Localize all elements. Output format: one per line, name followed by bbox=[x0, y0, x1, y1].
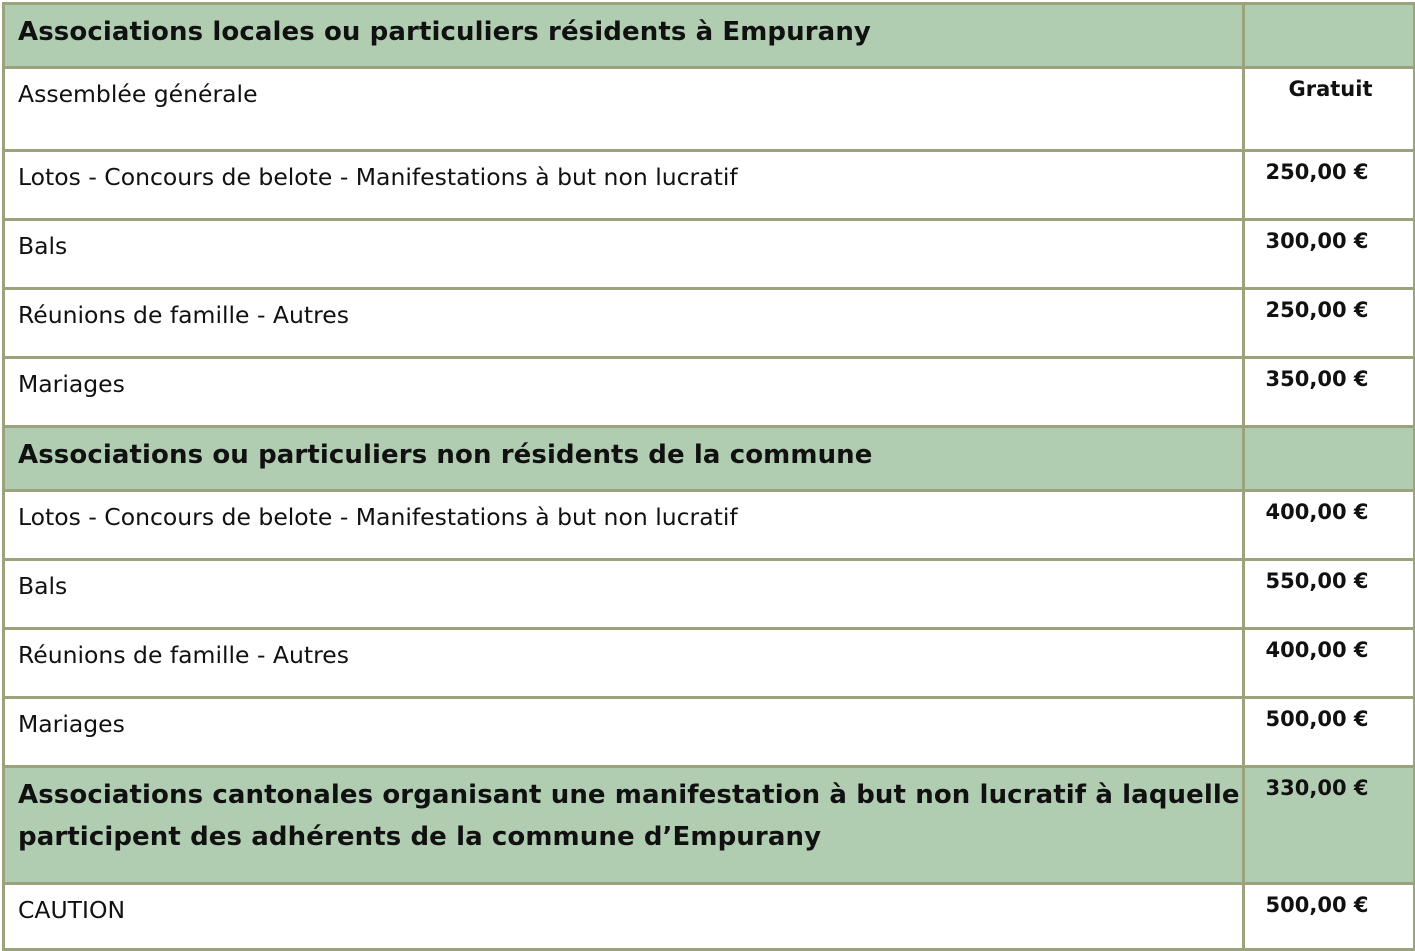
row-label-cell bbox=[4, 289, 1244, 358]
table-row bbox=[4, 220, 1415, 289]
row-label: Bals bbox=[18, 232, 68, 260]
row-price: Gratuit bbox=[1288, 77, 1373, 101]
row-label-cell bbox=[4, 629, 1244, 698]
section-title-cell bbox=[4, 4, 1244, 68]
table-row bbox=[4, 629, 1415, 698]
row-label-cell bbox=[4, 358, 1244, 427]
row-price: 400,00 € bbox=[1265, 638, 1369, 662]
section-price-cell bbox=[1244, 767, 1415, 884]
table-row bbox=[4, 560, 1415, 629]
tariff-table bbox=[2, 2, 1415, 951]
row-price: 500,00 € bbox=[1265, 893, 1369, 917]
table-row bbox=[4, 68, 1415, 151]
table-row bbox=[4, 884, 1415, 950]
row-price: 500,00 € bbox=[1265, 707, 1369, 731]
row-label: Mariages bbox=[18, 370, 125, 398]
row-price-cell bbox=[1244, 491, 1415, 560]
table-row bbox=[4, 358, 1415, 427]
row-price: 250,00 € bbox=[1265, 298, 1369, 322]
row-label-cell bbox=[4, 560, 1244, 629]
row-price-cell bbox=[1244, 698, 1415, 767]
table-row bbox=[4, 289, 1415, 358]
row-price: 300,00 € bbox=[1265, 229, 1369, 253]
row-label: Assemblée générale bbox=[18, 80, 258, 108]
row-price-cell bbox=[1244, 884, 1415, 950]
section-title: Associations locales ou particuliers résidents à Empurany bbox=[18, 17, 871, 47]
section-header-non-resident bbox=[4, 427, 1415, 491]
row-price: 250,00 € bbox=[1265, 160, 1369, 184]
section-title-cell bbox=[4, 767, 1244, 884]
row-label: Lotos - Concours de belote - Manifestations à but non lucratif bbox=[18, 503, 738, 531]
row-label-cell bbox=[4, 884, 1244, 950]
row-label-cell bbox=[4, 151, 1244, 220]
section-price: 330,00 € bbox=[1265, 776, 1369, 800]
row-label-cell bbox=[4, 68, 1244, 151]
section-price-cell bbox=[1244, 427, 1415, 491]
section-title-cell bbox=[4, 427, 1244, 491]
table-row bbox=[4, 151, 1415, 220]
table-row bbox=[4, 698, 1415, 767]
row-label: CAUTION bbox=[18, 896, 126, 924]
table-row bbox=[4, 491, 1415, 560]
row-price-cell bbox=[1244, 220, 1415, 289]
section-header-cantonal bbox=[4, 767, 1415, 884]
row-price-cell bbox=[1244, 358, 1415, 427]
row-label: Réunions de famille - Autres bbox=[18, 301, 349, 329]
row-label-cell bbox=[4, 698, 1244, 767]
row-label: Lotos - Concours de belote - Manifestations à but non lucratif bbox=[18, 163, 738, 191]
row-label: Réunions de famille - Autres bbox=[18, 641, 349, 669]
row-price-cell bbox=[1244, 289, 1415, 358]
row-price: 350,00 € bbox=[1265, 367, 1369, 391]
row-label: Mariages bbox=[18, 710, 125, 738]
row-label-cell bbox=[4, 220, 1244, 289]
section-title: Associations cantonales organisant une manifestation à but non lucratif à laquelle participent des adhérents de la commune d’Empurany bbox=[18, 780, 1240, 852]
row-price: 400,00 € bbox=[1265, 500, 1369, 524]
row-price-cell bbox=[1244, 151, 1415, 220]
row-price: 550,00 € bbox=[1265, 569, 1369, 593]
section-title: Associations ou particuliers non résidents de la commune bbox=[18, 440, 873, 470]
section-header-local bbox=[4, 4, 1415, 68]
row-price-cell bbox=[1244, 68, 1415, 151]
row-price-cell bbox=[1244, 560, 1415, 629]
row-label-cell bbox=[4, 491, 1244, 560]
row-label: Bals bbox=[18, 572, 68, 600]
row-price-cell bbox=[1244, 629, 1415, 698]
section-price-cell bbox=[1244, 4, 1415, 68]
